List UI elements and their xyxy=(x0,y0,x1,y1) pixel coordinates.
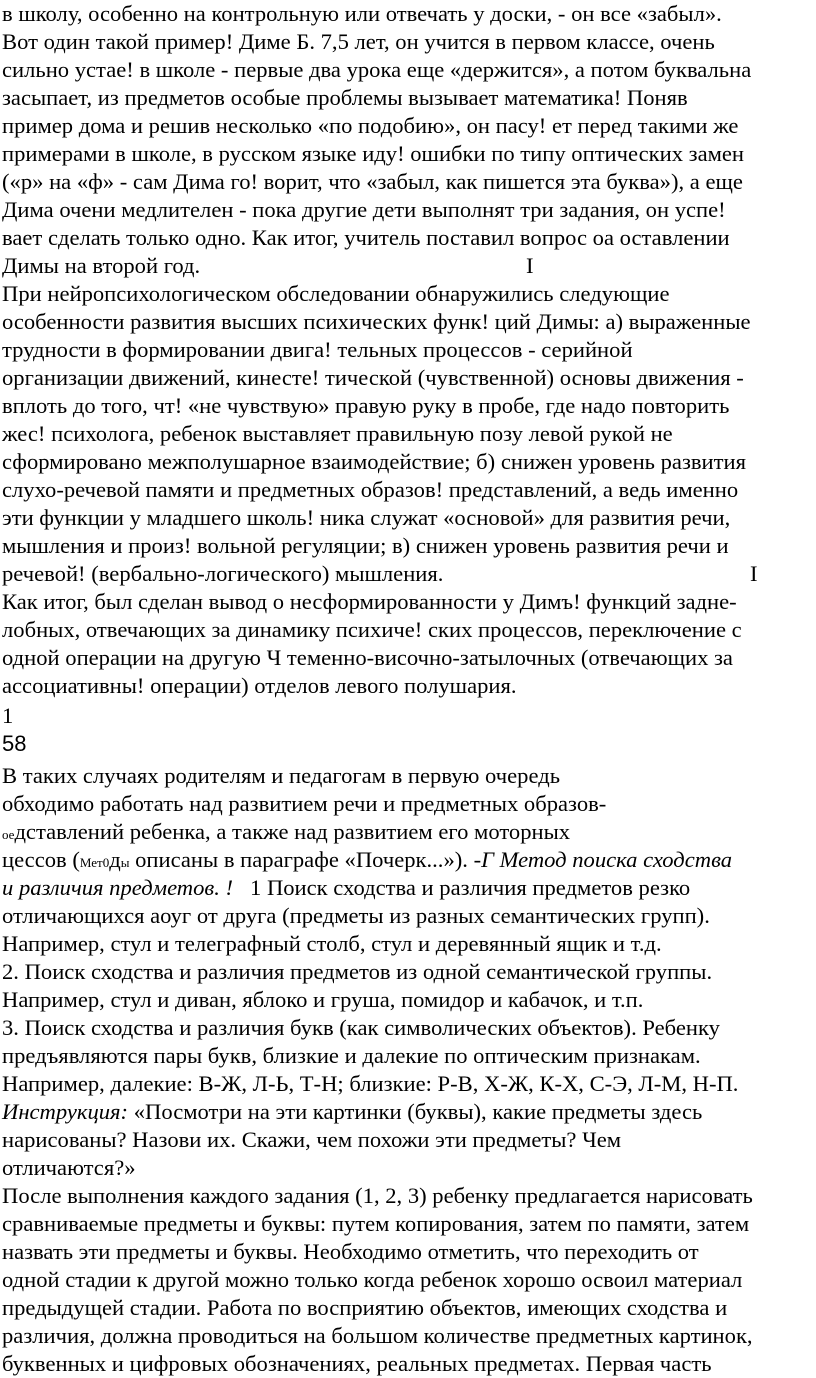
margin-mark: I xyxy=(526,253,534,278)
text-line: примерами в школе, в русском языке иду! ошибки по типу оптических замен xyxy=(2,141,745,166)
text-line: трудности в формировании двига! тельных процессов - серийной xyxy=(2,337,633,362)
page-number: 58 xyxy=(2,731,27,756)
text-line: особенности развития высших психических функ! ций Димы: а) выраженные xyxy=(2,309,751,334)
text-line: назвать эти предметы и буквы. Необходимо отметить, что переходить от xyxy=(2,1239,699,1264)
text-line: Например, далекие: В-Ж, Л-Ь, Т-Н; близкие: Р-В, Х-Ж, К-Х, С-Э, Л-М, Н-П. xyxy=(2,1071,739,1096)
text-line: в школу, особенно на контрольную или отвечать у доски, - он все «забыл». xyxy=(2,1,722,26)
text-line: засыпает, из предметов особые проблемы вызывает математика! Поняв xyxy=(2,85,688,110)
text-line: цессов (Мет0ды описаны в параграфе «Почерк...»). -Г Метод поиска сходства xyxy=(2,847,733,872)
text-line: Димы на второй год. xyxy=(2,253,201,278)
text-line: предыдущей стадии. Работа по восприятию объектов, имеющих сходства и xyxy=(2,1295,728,1320)
text-line: сформировано межполушарное взаимодействие; б) снижен уровень развития xyxy=(2,449,746,474)
text-line: Например, стул и диван, яблоко и груша, помидор и кабачок, и т.п. xyxy=(2,987,644,1012)
text-line: слухо-речевой памяти и предметных образов! представлений, а ведь именно xyxy=(2,477,739,502)
fragment-subscript: ое xyxy=(2,827,15,842)
text-line: нарисованы? Назови их. Скажи, чем похожи эти предметы? Чем xyxy=(2,1127,622,1152)
method-heading: и различия предметов. ! xyxy=(2,875,234,900)
text-line: сильно устае! в школе - первые два урока еще «держится», а потом буквальна xyxy=(2,57,752,82)
text-line: мышления и произ! вольной регуляции; в) снижен уровень развития речи и xyxy=(2,533,729,558)
text-line: Вот один такой пример! Диме Б. 7,5 лет, он учится в первом классе, очень xyxy=(2,29,715,54)
instruction-label: Инструкция: xyxy=(2,1099,129,1124)
text-line: предъявляются пары букв, близкие и далекие по оптическим признакам. xyxy=(2,1043,701,1068)
text-line: При нейропсихологическом обследовании обнаружились следующие xyxy=(2,281,670,306)
text-line: различия, должна проводиться на большом количестве предметных картинок, xyxy=(2,1323,753,1348)
text-line: Инструкция: «Посмотри на эти картинки (буквы), какие предметы здесь xyxy=(2,1099,703,1124)
method-heading: Г Метод поиска сходства xyxy=(481,847,733,872)
text-line: Как итог, был сделан вывод о несформированности у Димъ! функций задне- xyxy=(2,589,737,614)
text-line: вает сделать только одно. Как итог, учитель поставил вопрос оа оставлении xyxy=(2,225,730,250)
text-line: речевой! (вербально-логического) мышления. xyxy=(2,561,444,586)
text-line: Например, стул и телеграфный столб, стул и деревянный ящик и т.д. xyxy=(2,931,662,956)
text-line: 2. Поиск сходства и различия предметов из одной семантической группы. xyxy=(2,959,713,984)
text-line: обходимо работать над развитием речи и предметных образов- xyxy=(2,791,607,816)
text-line: отличающихся аоуг от друга (предметы из разных семантических групп). xyxy=(2,903,710,928)
text-line: жес! психолога, ребенок выставляет правильную позу левой рукой не xyxy=(2,421,673,446)
text-line: После выполнения каждого задания (1, 2, 3) ребенку предлагается нарисовать xyxy=(2,1183,753,1208)
text-line: Дима очени медлителен - пока другие дети выполнят три задания, он успе! xyxy=(2,197,726,222)
text-line: отличаются?» xyxy=(2,1155,136,1180)
text-line: сравниваемые предметы и буквы: путем копирования, затем по памяти, затем xyxy=(2,1211,750,1236)
text-line: 3. Поиск сходства и различия букв (как символических объектов). Ребенку xyxy=(2,1015,720,1040)
text-line: организации движений, кинесте! тической (чувственной) основы движения - xyxy=(2,365,744,390)
text-line: лобных, отвечающих за динамику психиче! ских процессов, переключение с xyxy=(2,617,742,642)
text-line: пример дома и решив несколько «по подобию», он пасу! ет перед такими же xyxy=(2,113,739,138)
text-line: одной операции на другую Ч теменно-височно-затылочных (отвечающих за xyxy=(2,645,733,670)
text-line: одной стадии к другой можно только когда ребенок хорошо освоил материал xyxy=(2,1267,743,1292)
margin-mark: I xyxy=(750,561,758,586)
text-line: буквенных и цифровых обозначениях, реальных предметах. Первая часть xyxy=(2,1351,712,1376)
text-line: («р» на «ф» - сам Дима го! ворит, что «забыл, как пишется эта буква»), а еще xyxy=(2,169,743,194)
fragment-subscript: Мет0 xyxy=(79,855,110,870)
text-line: ассоциативны! операции) отделов левого полушария. xyxy=(2,673,517,698)
text-line: В таких случаях родителям и педагогам в первую очередь xyxy=(2,763,560,788)
text-line: оедставлений ребенка, а также над развитием его моторных xyxy=(2,819,571,844)
footnote-number: 1 xyxy=(2,703,14,728)
text-line: и различия предметов. ! 1 Поиск сходства и различия предметов резко xyxy=(2,875,691,900)
text-line: вплоть до того, чт! «не чувствую» правую руку в пробе, где надо повторить xyxy=(2,393,730,418)
fragment-subscript: ы xyxy=(120,855,130,870)
text-line: эти функции у младшего школь! ника служат «основой» для развития речи, xyxy=(2,505,731,530)
